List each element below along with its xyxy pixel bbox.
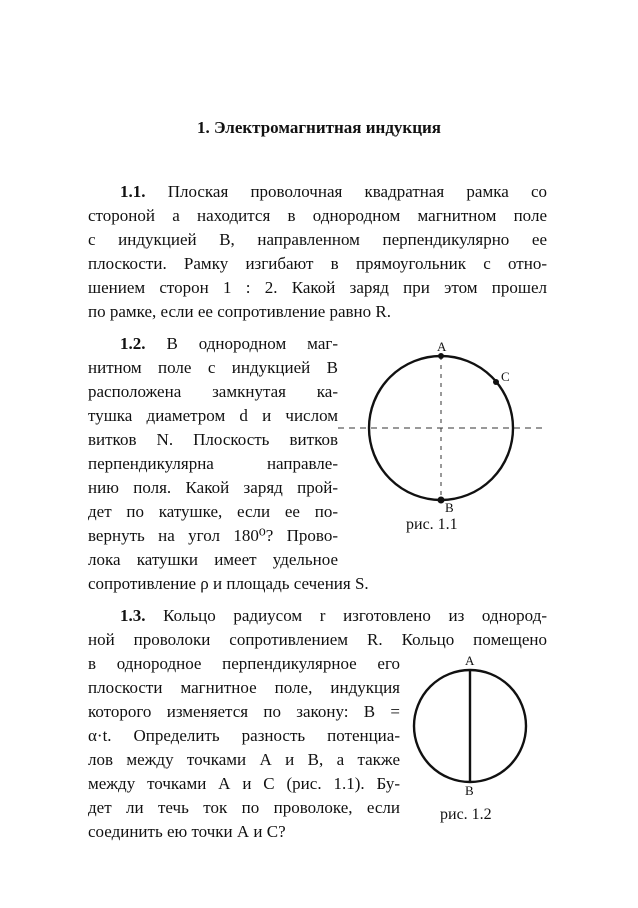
figure-1-2 <box>400 650 550 800</box>
p2-line-8: дет по катушке, если ее по- <box>88 502 338 521</box>
p2-line-9: вернуть на угол 180⁰? Прово- <box>88 526 338 545</box>
p2-line-6: перпендикулярна направле- <box>88 454 338 473</box>
p1-text-0: Плоская проволочная квадратная рамка со <box>167 182 547 201</box>
p1-line-6: по рамке, если ее сопротивление равно R. <box>88 302 391 321</box>
p2-line-11: сопротивление ρ и площадь сечения S. <box>88 574 369 593</box>
p2-number: 1.2. <box>120 334 146 353</box>
p1-line-4: плоскости. Рамку изгибают в прямоугольник с отно- <box>88 254 547 273</box>
figure-1-2-caption: рис. 1.2 <box>440 806 492 823</box>
figure-1-1 <box>336 340 546 540</box>
p2-line-10: лока катушки имеет удельное <box>88 550 338 569</box>
p3-line-5: которого изменяется по закону: В = <box>88 702 400 721</box>
p2-text-0: В однородном маг- <box>166 334 339 353</box>
p2-line-7: нию поля. Какой заряд прой- <box>88 478 338 497</box>
p1-line-5: шением сторон 1 : 2. Какой заряд при этом прошел <box>88 278 547 297</box>
p3-line-3: в однородное перпендикулярное его <box>88 654 400 673</box>
p2-line-2: нитном поле с индукцией В <box>88 358 338 377</box>
p2-line-5: витков N. Плоскость витков <box>88 430 338 449</box>
label-b: B <box>445 500 454 515</box>
p1-line-3: с индукцией В, направленном перпендикулярно ее <box>88 230 547 249</box>
p1-number: 1.1. <box>120 182 146 201</box>
section-title: 1. Электромагнитная индукция <box>196 118 441 137</box>
p3-line-8: между точками А и С (рис. 1.1). Бу- <box>88 774 400 793</box>
p3-line-9: дет ли течь ток по проволоке, если <box>88 798 400 817</box>
p2-line-4: тушка диаметром d и числом <box>88 406 338 425</box>
label-b-2: B <box>465 783 474 798</box>
p3-text-0: Кольцо радиусом r изготовлено из однород- <box>163 606 548 625</box>
label-a: A <box>437 340 447 354</box>
p2-line-3: расположена замкнутая ка- <box>88 382 338 401</box>
figure-1-1-caption: рис. 1.1 <box>406 516 458 533</box>
p3-line-6: α·t. Определить разность потенциа- <box>88 726 400 745</box>
p3-line-7: лов между точками А и В, а также <box>88 750 400 769</box>
label-a-2: A <box>465 653 475 668</box>
p3-number: 1.3. <box>120 606 146 625</box>
p3-line-1 <box>88 604 547 628</box>
p3-line-10: соединить ею точки А и С? <box>88 822 286 841</box>
label-c: C <box>501 369 510 384</box>
p3-line-2: ной проволоки сопротивлением R. Кольцо помещено <box>88 630 547 649</box>
p3-line-4: плоскости магнитное поле, индукция <box>88 678 400 697</box>
point-c-dot <box>493 379 499 385</box>
point-b-dot <box>438 497 445 504</box>
p1-line-2: стороной a находится в однородном магнитном поле <box>88 206 547 225</box>
p1-line-1 <box>88 180 547 204</box>
p2-line-1 <box>88 332 338 356</box>
